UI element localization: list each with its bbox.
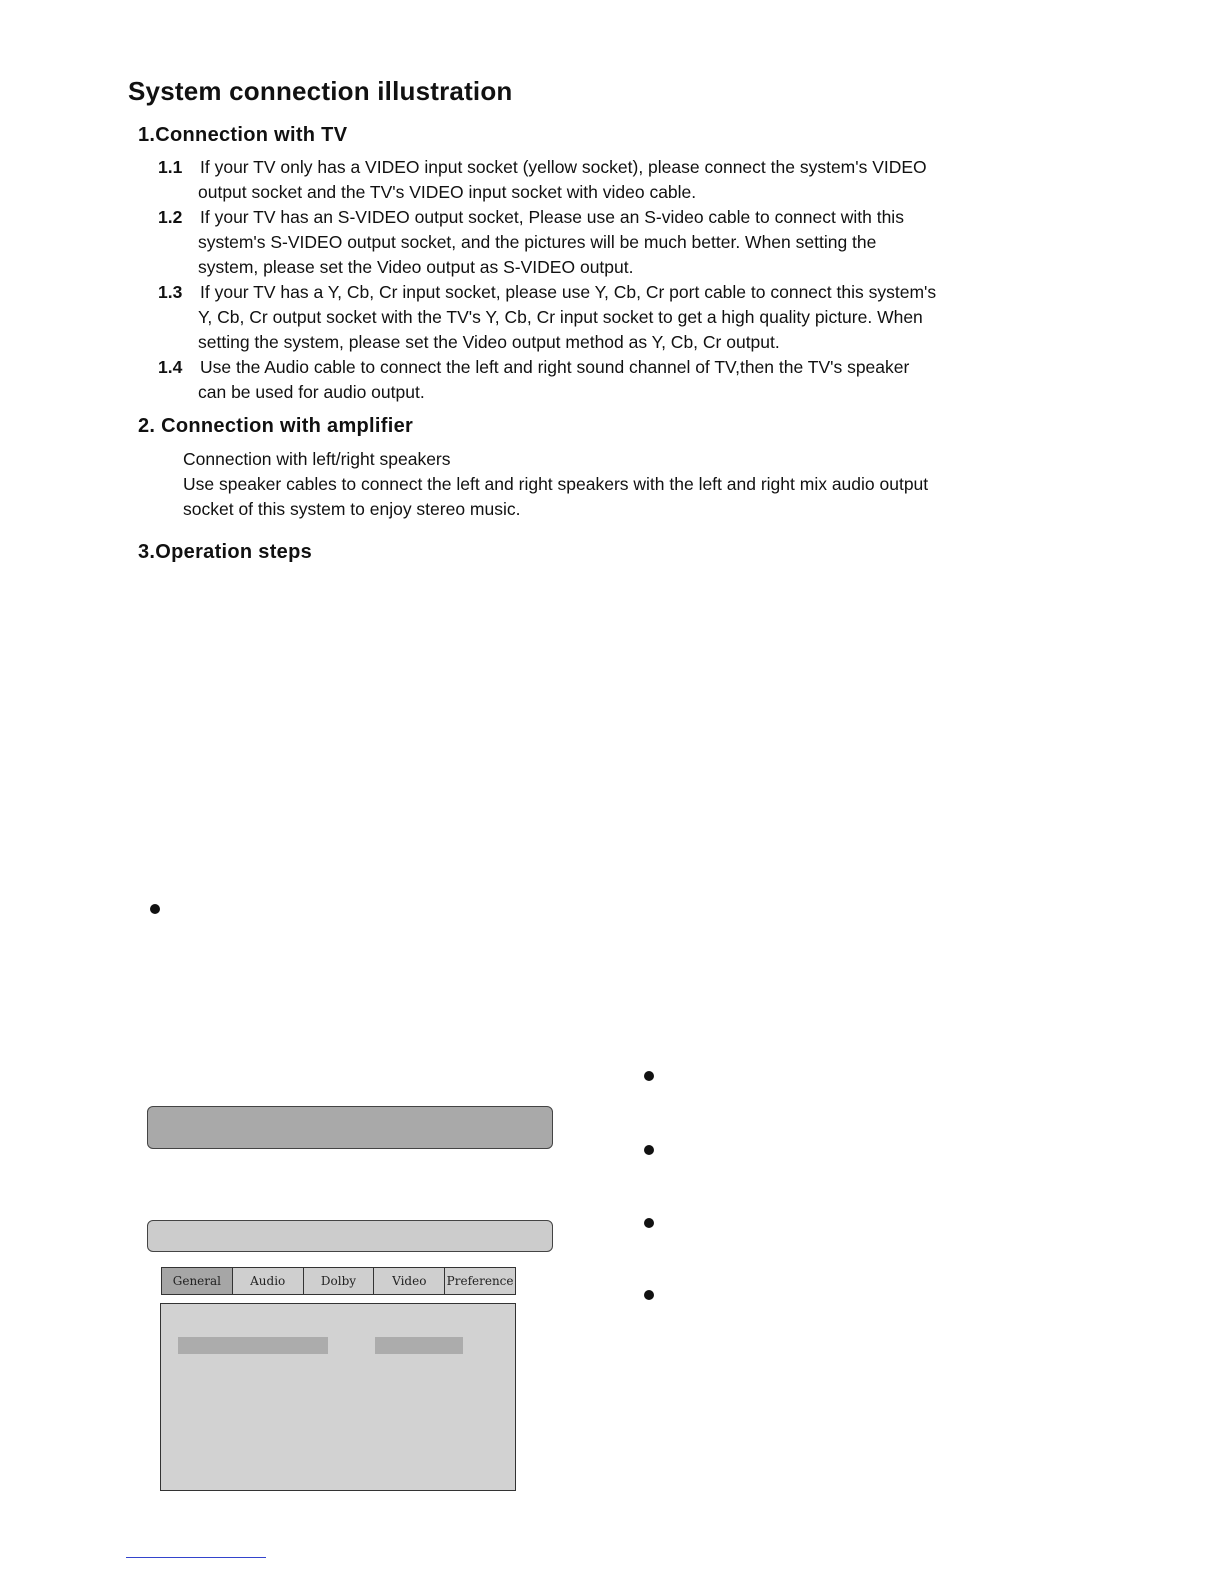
list-item [158,205,936,280]
section-3-heading: 3.Operation steps [138,541,313,563]
screen-bar-illustration [147,1106,553,1149]
item-text: can be used for audio output. [198,382,425,402]
tab-dolby[interactable]: Dolby [304,1268,375,1294]
paragraph-line: Connection with left/right speakers [183,449,451,469]
page-title: System connection illustration [128,76,513,106]
setup-menu-panel [160,1303,516,1491]
item-number: 1.2 [158,207,183,227]
bullet-icon [644,1071,654,1081]
list-item [158,280,936,355]
section-2-heading: 2. Connection with amplifier [138,415,414,437]
selected-option-highlight[interactable] [178,1337,328,1354]
setup-menu-tabs [161,1267,516,1295]
selected-value-highlight[interactable] [375,1337,463,1354]
item-number: 1.4 [158,357,183,377]
section-1-heading: 1.Connection with TV [138,124,348,146]
tab-video[interactable]: Video [374,1268,445,1294]
tab-preference[interactable]: Preference [446,1274,514,1288]
bullet-icon [644,1145,654,1155]
list-item [158,155,936,205]
item-text: setting the system, please set the Video output method as Y, Cb, Cr output. [198,332,780,352]
tab-general[interactable]: General [162,1268,233,1294]
item-text: Use the Audio cable to connect the left and right sound channel of TV,then the TV's speaker [200,357,910,377]
paragraph-line: Use speaker cables to connect the left and right speakers with the left and right mix audio output [183,474,929,494]
item-text: If your TV has an S-VIDEO output socket, Please use an S-video cable to connect with this [200,207,904,227]
item-text: Y, Cb, Cr output socket with the TV's Y, Cb, Cr input socket to get a high quality picture. When [198,307,923,327]
item-text: If your TV only has a VIDEO input socket (yellow socket), please connect the system's VIDEO [200,157,927,177]
menu-title-bar [147,1220,553,1252]
paragraph-line: socket of this system to enjoy stereo music. [183,499,521,519]
tab-audio[interactable]: Audio [233,1268,304,1294]
item-text: system's S-VIDEO output socket, and the pictures will be much better. When setting the [198,232,877,252]
list-item [158,355,936,405]
item-number: 1.1 [158,157,183,177]
footer-divider [126,1557,266,1558]
section-1-list [158,155,936,405]
item-text: output socket and the TV's VIDEO input socket with video cable. [198,182,697,202]
item-number: 1.3 [158,282,183,302]
bullet-icon [150,904,160,914]
bullet-icon [644,1218,654,1228]
item-text: system, please set the Video output as S-VIDEO output. [198,257,634,277]
section-2-body [183,447,928,522]
bullet-icon [644,1290,654,1300]
item-text: If your TV has a Y, Cb, Cr input socket, please use Y, Cb, Cr port cable to connect this system's [200,282,937,302]
